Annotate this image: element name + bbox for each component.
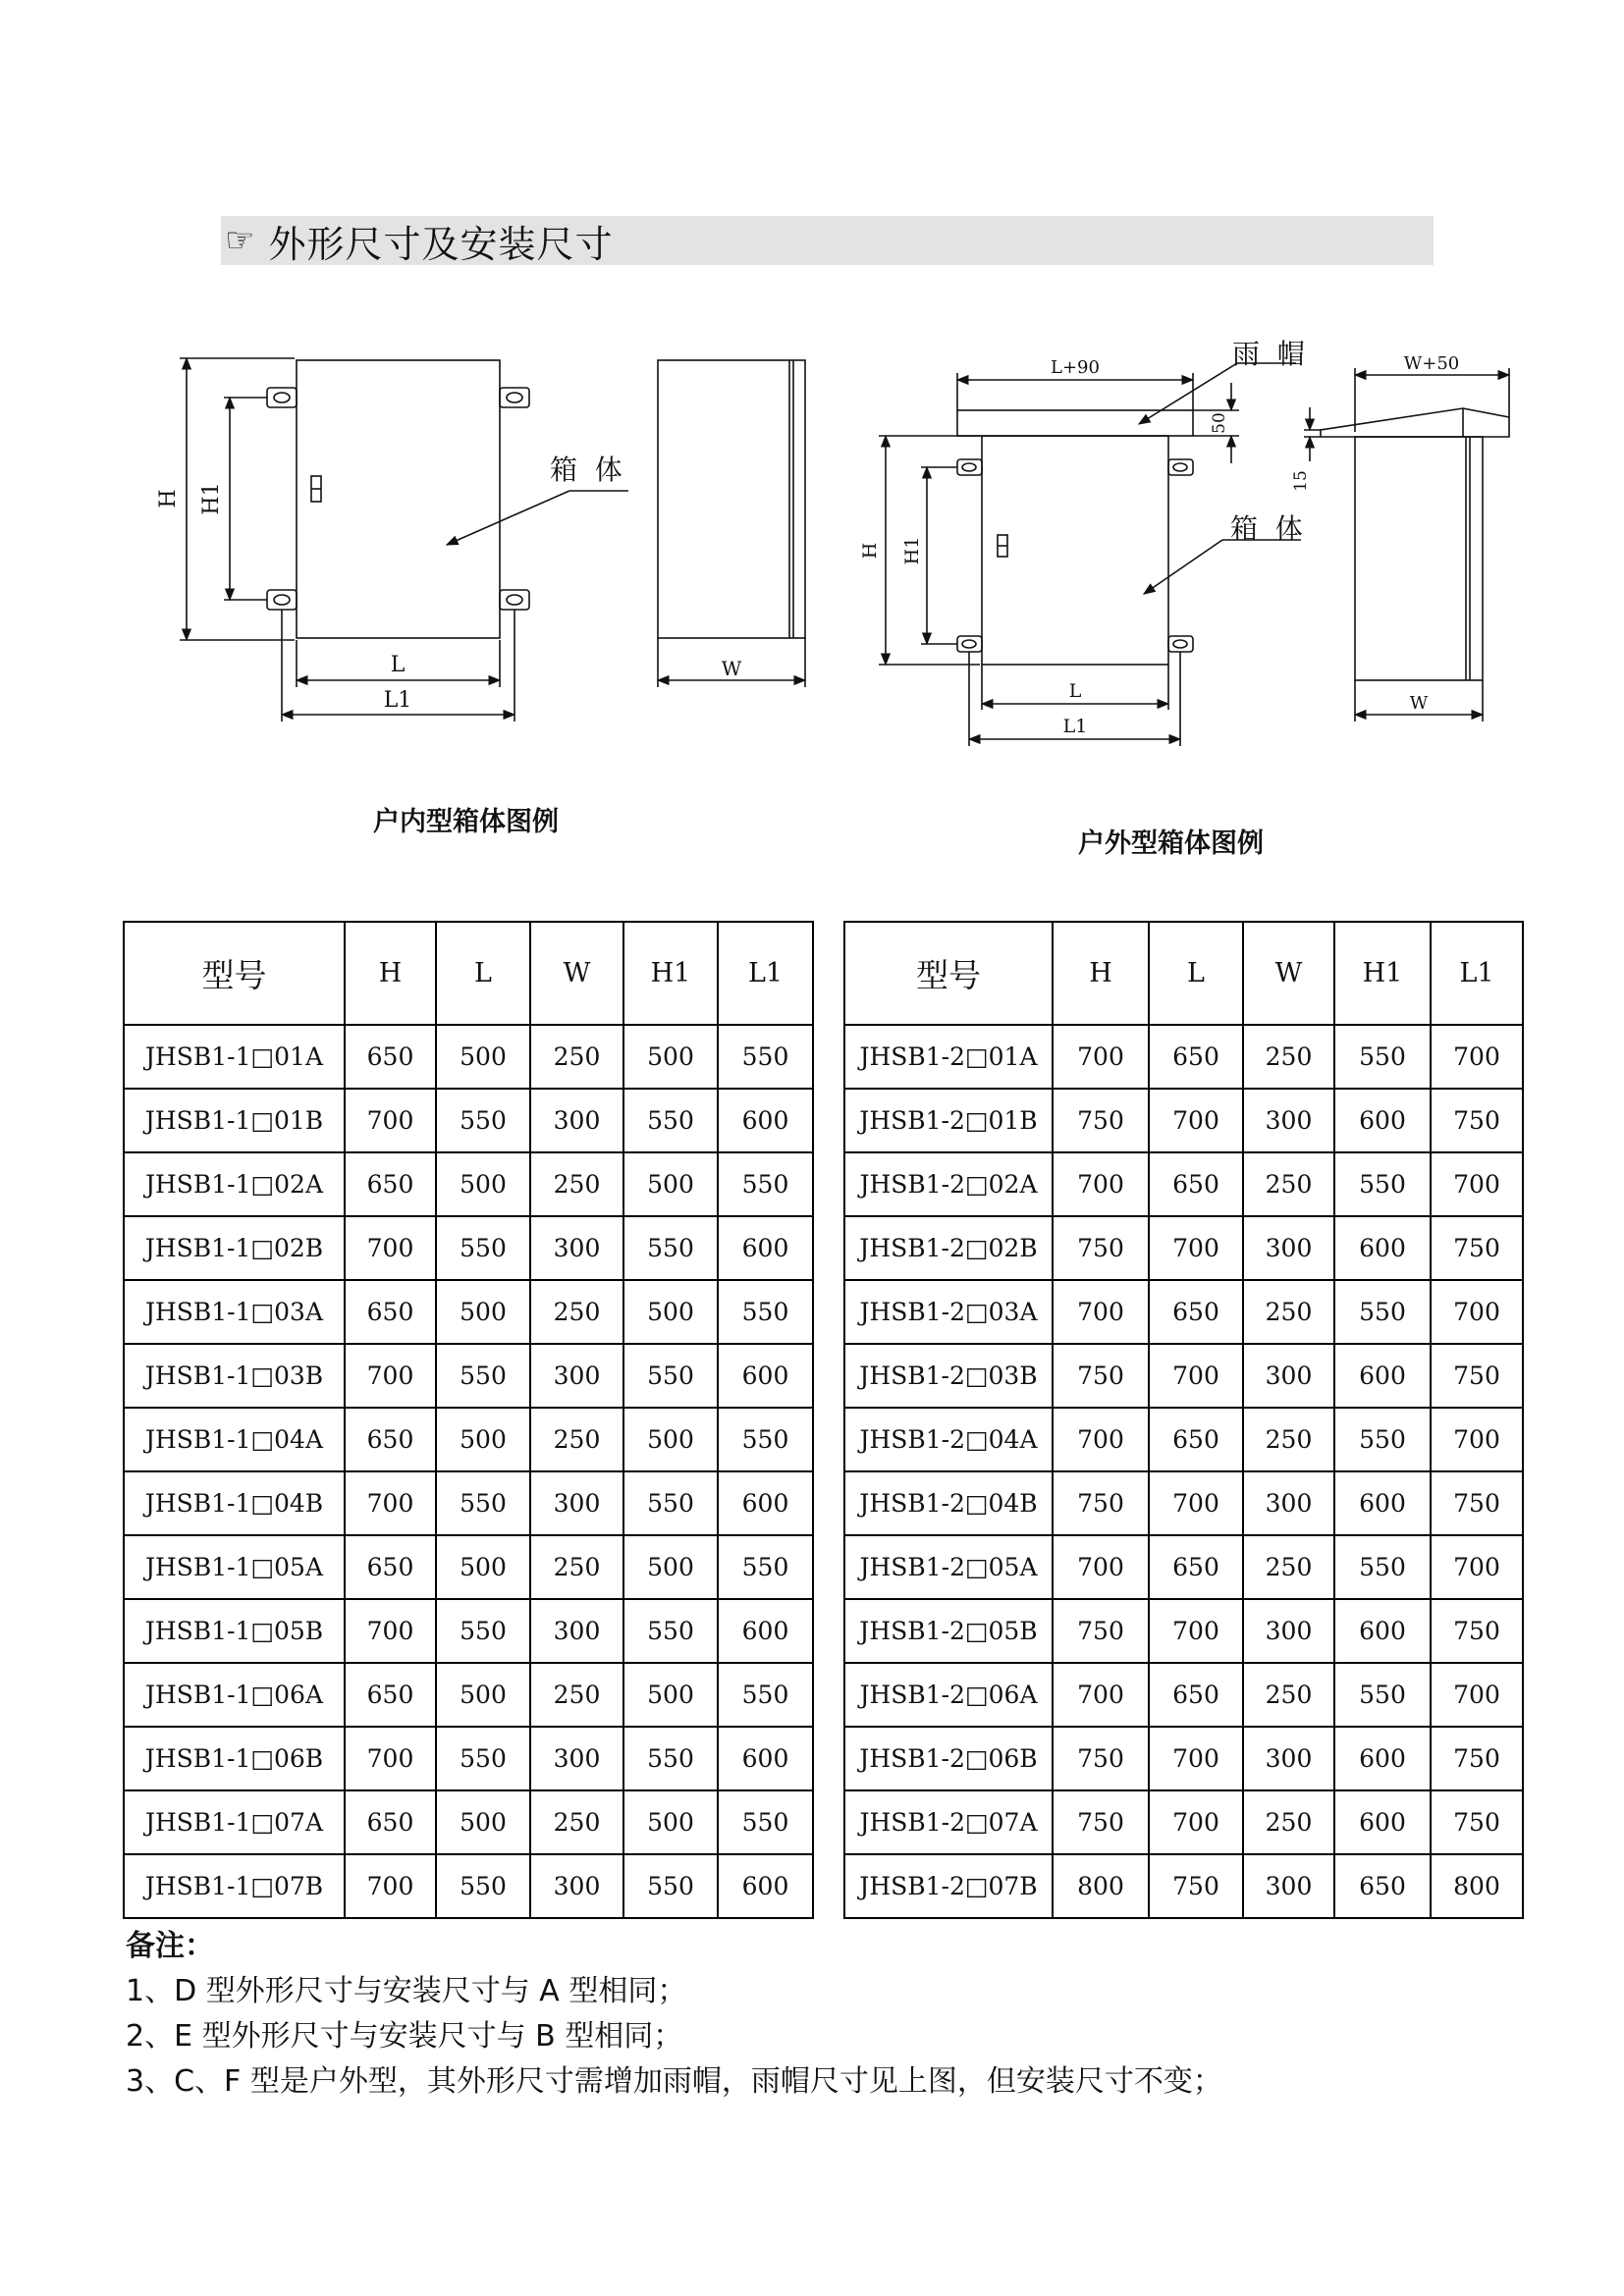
w-cell: 300 bbox=[1243, 1727, 1334, 1790]
header-l1: L1 bbox=[718, 922, 813, 1025]
rain-cap-label: 雨 帽 bbox=[1232, 338, 1305, 370]
w-cell: 300 bbox=[1243, 1089, 1334, 1152]
l1-cell: 550 bbox=[718, 1790, 813, 1854]
indoor-l1-label: L1 bbox=[383, 688, 412, 713]
h1-cell: 550 bbox=[623, 1216, 718, 1280]
l1-cell: 700 bbox=[1431, 1663, 1523, 1727]
h-cell: 650 bbox=[345, 1663, 436, 1727]
l1-cell: 750 bbox=[1431, 1344, 1523, 1408]
table-row bbox=[844, 1727, 1523, 1790]
pointing-hand-icon: ☞ bbox=[225, 221, 255, 260]
h-cell: 700 bbox=[345, 1727, 436, 1790]
h-cell: 650 bbox=[345, 1408, 436, 1471]
l1-cell: 550 bbox=[718, 1280, 813, 1344]
l-cell: 500 bbox=[436, 1408, 530, 1471]
h-cell: 650 bbox=[345, 1535, 436, 1599]
w-cell: 300 bbox=[1243, 1216, 1334, 1280]
model-cell: JHSB1-1□02A bbox=[124, 1152, 345, 1216]
model-cell: JHSB1-1□04A bbox=[124, 1408, 345, 1471]
header-h1: H1 bbox=[623, 922, 718, 1025]
l1-cell: 600 bbox=[718, 1216, 813, 1280]
w-cell: 250 bbox=[1243, 1025, 1334, 1089]
w-cell: 300 bbox=[530, 1727, 623, 1790]
table-row bbox=[844, 1280, 1523, 1344]
outdoor-l1-label: L1 bbox=[1062, 716, 1088, 737]
table-row bbox=[124, 1344, 813, 1408]
w-cell: 300 bbox=[1243, 1854, 1334, 1918]
h1-cell: 500 bbox=[623, 1280, 718, 1344]
header-h: H bbox=[345, 922, 436, 1025]
table-row bbox=[844, 1152, 1523, 1216]
outdoor-h-label: H bbox=[859, 542, 881, 560]
h-cell: 700 bbox=[345, 1471, 436, 1535]
l-cell: 500 bbox=[436, 1790, 530, 1854]
indoor-h1-label: H1 bbox=[199, 482, 224, 515]
h-cell: 700 bbox=[1053, 1663, 1149, 1727]
model-cell: JHSB1-2□01A bbox=[844, 1025, 1053, 1089]
w-cell: 300 bbox=[1243, 1471, 1334, 1535]
l1-cell: 550 bbox=[718, 1152, 813, 1216]
header-w: W bbox=[530, 922, 623, 1025]
dimension-table-type1 bbox=[123, 921, 814, 1919]
w-cell: 250 bbox=[1243, 1152, 1334, 1216]
table-row bbox=[844, 1089, 1523, 1152]
h1-cell: 600 bbox=[1334, 1216, 1431, 1280]
h-cell: 650 bbox=[345, 1152, 436, 1216]
l-cell: 500 bbox=[436, 1025, 530, 1089]
header-h1: H1 bbox=[1334, 922, 1431, 1025]
l-cell: 700 bbox=[1149, 1344, 1243, 1408]
table-row bbox=[844, 1408, 1523, 1471]
table-row bbox=[124, 1471, 813, 1535]
w-cell: 300 bbox=[1243, 1344, 1334, 1408]
l-cell: 700 bbox=[1149, 1790, 1243, 1854]
h1-cell: 500 bbox=[623, 1025, 718, 1089]
h1-cell: 550 bbox=[1334, 1152, 1431, 1216]
l1-cell: 800 bbox=[1431, 1854, 1523, 1918]
w-cell: 250 bbox=[1243, 1280, 1334, 1344]
l1-cell: 600 bbox=[718, 1854, 813, 1918]
h1-cell: 500 bbox=[623, 1790, 718, 1854]
header-l1: L1 bbox=[1431, 922, 1523, 1025]
outdoor-50-label: 50 bbox=[1210, 412, 1229, 434]
h1-cell: 500 bbox=[623, 1152, 718, 1216]
l1-cell: 750 bbox=[1431, 1471, 1523, 1535]
model-cell: JHSB1-1□05A bbox=[124, 1535, 345, 1599]
l-cell: 650 bbox=[1149, 1535, 1243, 1599]
h-cell: 700 bbox=[1053, 1025, 1149, 1089]
w-cell: 300 bbox=[530, 1344, 623, 1408]
model-cell: JHSB1-1□03A bbox=[124, 1280, 345, 1344]
h1-cell: 550 bbox=[1334, 1280, 1431, 1344]
outdoor-body-label: 箱 体 bbox=[1230, 512, 1303, 545]
l1-cell: 750 bbox=[1431, 1790, 1523, 1854]
model-cell: JHSB1-1□06A bbox=[124, 1663, 345, 1727]
l1-cell: 600 bbox=[718, 1471, 813, 1535]
indoor-h-label: H bbox=[156, 489, 181, 508]
l-cell: 500 bbox=[436, 1663, 530, 1727]
w-cell: 250 bbox=[530, 1790, 623, 1854]
h-cell: 700 bbox=[1053, 1408, 1149, 1471]
l1-cell: 750 bbox=[1431, 1599, 1523, 1663]
w-cell: 300 bbox=[530, 1854, 623, 1918]
h1-cell: 500 bbox=[623, 1663, 718, 1727]
model-cell: JHSB1-1□07A bbox=[124, 1790, 345, 1854]
header-model: 型号 bbox=[844, 922, 1053, 1025]
l-cell: 550 bbox=[436, 1216, 530, 1280]
l1-cell: 700 bbox=[1431, 1025, 1523, 1089]
l-cell: 650 bbox=[1149, 1025, 1243, 1089]
model-cell: JHSB1-1□01A bbox=[124, 1025, 345, 1089]
h-cell: 700 bbox=[1053, 1280, 1149, 1344]
w-cell: 250 bbox=[530, 1152, 623, 1216]
h1-cell: 550 bbox=[623, 1089, 718, 1152]
h1-cell: 550 bbox=[1334, 1535, 1431, 1599]
h1-cell: 600 bbox=[1334, 1790, 1431, 1854]
h-cell: 750 bbox=[1053, 1089, 1149, 1152]
table-row bbox=[844, 1790, 1523, 1854]
mounting-lug-icon bbox=[267, 388, 529, 610]
l1-cell: 550 bbox=[718, 1025, 813, 1089]
table-row bbox=[124, 1089, 813, 1152]
h1-cell: 500 bbox=[623, 1408, 718, 1471]
model-cell: JHSB1-2□04B bbox=[844, 1471, 1053, 1535]
w-cell: 300 bbox=[530, 1599, 623, 1663]
model-cell: JHSB1-2□03A bbox=[844, 1280, 1053, 1344]
table-row bbox=[124, 1152, 813, 1216]
l1-cell: 600 bbox=[718, 1727, 813, 1790]
l1-cell: 600 bbox=[718, 1599, 813, 1663]
l-cell: 650 bbox=[1149, 1663, 1243, 1727]
l-cell: 500 bbox=[436, 1535, 530, 1599]
table-row bbox=[844, 1535, 1523, 1599]
model-cell: JHSB1-2□07B bbox=[844, 1854, 1053, 1918]
enclosure-drawings bbox=[0, 0, 1624, 923]
outdoor-side-view bbox=[1304, 368, 1509, 721]
l-cell: 500 bbox=[436, 1280, 530, 1344]
note-item: 1、D 型外形尺寸与安装尺寸与 A 型相同； bbox=[126, 1974, 687, 2008]
table-row bbox=[124, 1854, 813, 1918]
section-title: 外形尺寸及安装尺寸 bbox=[268, 222, 614, 266]
h-cell: 750 bbox=[1053, 1727, 1149, 1790]
l1-cell: 700 bbox=[1431, 1535, 1523, 1599]
w-cell: 300 bbox=[530, 1089, 623, 1152]
model-cell: JHSB1-2□05A bbox=[844, 1535, 1053, 1599]
l1-cell: 600 bbox=[718, 1344, 813, 1408]
table-row bbox=[844, 1216, 1523, 1280]
w-cell: 250 bbox=[1243, 1535, 1334, 1599]
h1-cell: 550 bbox=[623, 1471, 718, 1535]
w-cell: 250 bbox=[530, 1025, 623, 1089]
table-header-row bbox=[124, 922, 813, 1025]
l1-cell: 750 bbox=[1431, 1727, 1523, 1790]
h-cell: 750 bbox=[1053, 1599, 1149, 1663]
l1-cell: 750 bbox=[1431, 1216, 1523, 1280]
model-cell: JHSB1-1□02B bbox=[124, 1216, 345, 1280]
table-row bbox=[124, 1790, 813, 1854]
model-cell: JHSB1-2□02A bbox=[844, 1152, 1053, 1216]
outdoor-15-label: 15 bbox=[1291, 470, 1311, 492]
dimension-table-type2 bbox=[843, 921, 1524, 1919]
w-cell: 250 bbox=[1243, 1408, 1334, 1471]
model-cell: JHSB1-1□05B bbox=[124, 1599, 345, 1663]
indoor-side-view bbox=[658, 360, 805, 687]
h1-cell: 550 bbox=[1334, 1663, 1431, 1727]
h-cell: 750 bbox=[1053, 1216, 1149, 1280]
model-cell: JHSB1-1□04B bbox=[124, 1471, 345, 1535]
model-cell: JHSB1-1□01B bbox=[124, 1089, 345, 1152]
h-cell: 700 bbox=[345, 1854, 436, 1918]
h1-cell: 600 bbox=[1334, 1344, 1431, 1408]
h1-cell: 600 bbox=[1334, 1599, 1431, 1663]
note-item: 2、E 型外形尺寸与安装尺寸与 B 型相同； bbox=[126, 2019, 683, 2054]
l-cell: 500 bbox=[436, 1152, 530, 1216]
l1-cell: 750 bbox=[1431, 1089, 1523, 1152]
model-cell: JHSB1-1□07B bbox=[124, 1854, 345, 1918]
h-cell: 650 bbox=[345, 1280, 436, 1344]
h1-cell: 550 bbox=[623, 1727, 718, 1790]
table-row bbox=[124, 1727, 813, 1790]
l-cell: 650 bbox=[1149, 1152, 1243, 1216]
h-cell: 700 bbox=[1053, 1535, 1149, 1599]
h1-cell: 500 bbox=[623, 1535, 718, 1599]
w-cell: 300 bbox=[530, 1471, 623, 1535]
outdoor-w-label: W bbox=[1409, 693, 1429, 714]
header-l: L bbox=[436, 922, 530, 1025]
l1-cell: 550 bbox=[718, 1408, 813, 1471]
table-row bbox=[844, 1854, 1523, 1918]
model-cell: JHSB1-2□04A bbox=[844, 1408, 1053, 1471]
model-cell: JHSB1-1□06B bbox=[124, 1727, 345, 1790]
l-cell: 550 bbox=[436, 1599, 530, 1663]
l-cell: 550 bbox=[436, 1344, 530, 1408]
h-cell: 800 bbox=[1053, 1854, 1149, 1918]
h1-cell: 550 bbox=[623, 1599, 718, 1663]
w-cell: 250 bbox=[530, 1280, 623, 1344]
h1-cell: 550 bbox=[623, 1344, 718, 1408]
indoor-w-label: W bbox=[721, 657, 742, 680]
l-cell: 700 bbox=[1149, 1471, 1243, 1535]
table-row bbox=[844, 1599, 1523, 1663]
l-cell: 700 bbox=[1149, 1089, 1243, 1152]
h-cell: 750 bbox=[1053, 1471, 1149, 1535]
h1-cell: 650 bbox=[1334, 1854, 1431, 1918]
model-cell: JHSB1-2□02B bbox=[844, 1216, 1053, 1280]
l-cell: 550 bbox=[436, 1854, 530, 1918]
w-cell: 300 bbox=[1243, 1599, 1334, 1663]
h-cell: 700 bbox=[345, 1216, 436, 1280]
model-cell: JHSB1-2□01B bbox=[844, 1089, 1053, 1152]
l1-cell: 700 bbox=[1431, 1280, 1523, 1344]
h1-cell: 600 bbox=[1334, 1471, 1431, 1535]
h1-cell: 600 bbox=[1334, 1089, 1431, 1152]
h1-cell: 550 bbox=[1334, 1408, 1431, 1471]
table-row bbox=[124, 1408, 813, 1471]
notes-heading: 备注： bbox=[126, 1929, 214, 1963]
w-cell: 250 bbox=[1243, 1790, 1334, 1854]
table-row bbox=[844, 1025, 1523, 1089]
l-cell: 550 bbox=[436, 1727, 530, 1790]
model-cell: JHSB1-2□06B bbox=[844, 1727, 1053, 1790]
h-cell: 650 bbox=[345, 1790, 436, 1854]
h1-cell: 550 bbox=[1334, 1025, 1431, 1089]
outdoor-caption: 户外型箱体图例 bbox=[1078, 828, 1264, 859]
header-l: L bbox=[1149, 922, 1243, 1025]
table-row bbox=[124, 1216, 813, 1280]
l-cell: 550 bbox=[436, 1089, 530, 1152]
header-model: 型号 bbox=[124, 922, 345, 1025]
w-cell: 250 bbox=[1243, 1663, 1334, 1727]
l-cell: 700 bbox=[1149, 1216, 1243, 1280]
h-cell: 650 bbox=[345, 1025, 436, 1089]
outdoor-front-view bbox=[879, 363, 1301, 746]
l-cell: 550 bbox=[436, 1471, 530, 1535]
w-cell: 250 bbox=[530, 1663, 623, 1727]
indoor-l-label: L bbox=[390, 653, 406, 677]
w-cell: 250 bbox=[530, 1535, 623, 1599]
table-row bbox=[124, 1663, 813, 1727]
table-row bbox=[844, 1344, 1523, 1408]
table-row bbox=[124, 1535, 813, 1599]
h-cell: 750 bbox=[1053, 1344, 1149, 1408]
l-cell: 700 bbox=[1149, 1727, 1243, 1790]
model-cell: JHSB1-2□07A bbox=[844, 1790, 1053, 1854]
l1-cell: 550 bbox=[718, 1663, 813, 1727]
outdoor-h1-label: H1 bbox=[901, 536, 923, 565]
w-cell: 250 bbox=[530, 1408, 623, 1471]
l1-cell: 550 bbox=[718, 1535, 813, 1599]
model-cell: JHSB1-2□06A bbox=[844, 1663, 1053, 1727]
header-w: W bbox=[1243, 922, 1334, 1025]
outdoor-l-label: L bbox=[1068, 680, 1082, 702]
l-cell: 700 bbox=[1149, 1599, 1243, 1663]
l1-cell: 600 bbox=[718, 1089, 813, 1152]
l-cell: 650 bbox=[1149, 1280, 1243, 1344]
note-item: 3、C、F 型是户外型，其外形尺寸需增加雨帽，雨帽尺寸见上图，但安装尺寸不变； bbox=[126, 2064, 1222, 2099]
table-row bbox=[124, 1599, 813, 1663]
notes-block bbox=[126, 1924, 1222, 2105]
model-cell: JHSB1-2□05B bbox=[844, 1599, 1053, 1663]
h1-cell: 550 bbox=[623, 1854, 718, 1918]
table-row bbox=[124, 1025, 813, 1089]
model-cell: JHSB1-2□03B bbox=[844, 1344, 1053, 1408]
header-h: H bbox=[1053, 922, 1149, 1025]
model-cell: JHSB1-1□03B bbox=[124, 1344, 345, 1408]
table-row bbox=[844, 1663, 1523, 1727]
table-row bbox=[124, 1280, 813, 1344]
indoor-body-label: 箱 体 bbox=[550, 454, 623, 486]
indoor-caption: 户内型箱体图例 bbox=[373, 807, 559, 837]
h-cell: 700 bbox=[345, 1089, 436, 1152]
outdoor-w50-label: W+50 bbox=[1403, 353, 1460, 374]
table-row bbox=[844, 1471, 1523, 1535]
table-header-row bbox=[844, 922, 1523, 1025]
l1-cell: 700 bbox=[1431, 1408, 1523, 1471]
h1-cell: 600 bbox=[1334, 1727, 1431, 1790]
l-cell: 650 bbox=[1149, 1408, 1243, 1471]
l1-cell: 700 bbox=[1431, 1152, 1523, 1216]
l-cell: 750 bbox=[1149, 1854, 1243, 1918]
w-cell: 300 bbox=[530, 1216, 623, 1280]
outdoor-l90-label: L+90 bbox=[1051, 357, 1100, 378]
h-cell: 700 bbox=[1053, 1152, 1149, 1216]
h-cell: 700 bbox=[345, 1344, 436, 1408]
h-cell: 750 bbox=[1053, 1790, 1149, 1854]
h-cell: 700 bbox=[345, 1599, 436, 1663]
